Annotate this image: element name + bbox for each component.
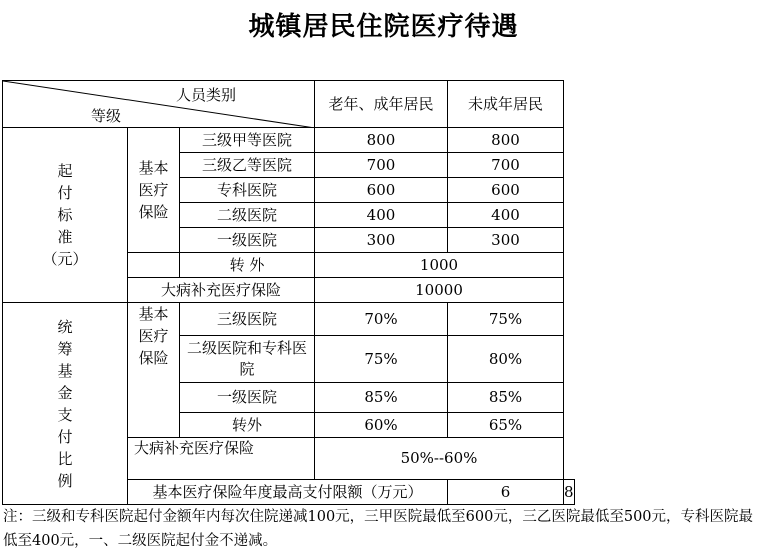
minor-limit: 8 — [564, 480, 575, 505]
hospital-level-label: 三级乙等医院 — [180, 153, 315, 178]
minor-value: 400 — [448, 203, 564, 228]
adult-value: 70% — [315, 303, 448, 336]
serious-illness-label-2: 大病补充医疗保险 — [128, 438, 315, 480]
serious-illness-label: 大病补充医疗保险 — [128, 278, 315, 303]
adult-value: 75% — [315, 336, 448, 383]
header-diagonal-cell — [3, 81, 315, 128]
hospital-level-label: 一级医院 — [180, 383, 315, 413]
hospital-level-label: 二级医院和专科医院 — [180, 336, 315, 383]
payment-ratio-section-label: 统 筹 基 金 支 付 比 例 — [3, 303, 128, 505]
minor-value: 80% — [448, 336, 564, 383]
adult-value: 600 — [315, 178, 448, 203]
transfer-value: 1000 — [315, 253, 564, 278]
hospital-level-label: 三级甲等医院 — [180, 128, 315, 153]
minor-value: 800 — [448, 128, 564, 153]
header-minor: 未成年居民 — [448, 81, 564, 128]
adult-limit: 6 — [448, 480, 564, 505]
hospital-level-label: 一级医院 — [180, 228, 315, 253]
adult-value: 700 — [315, 153, 448, 178]
minor-value: 600 — [448, 178, 564, 203]
annual-limit-label: 基本医疗保险年度最高支付限额（万元） — [128, 480, 448, 505]
minor-value: 300 — [448, 228, 564, 253]
table-header-row — [3, 81, 575, 128]
diagonal-line — [3, 81, 315, 128]
transfer-spacer — [128, 253, 180, 278]
adult-value: 800 — [315, 128, 448, 153]
minor-value: 75% — [448, 303, 564, 336]
hospital-level-label: 三级医院 — [180, 303, 315, 336]
basic-insurance-label-2: 基本 医疗 保险 — [128, 303, 180, 438]
table-row — [3, 128, 575, 153]
serious-illness-value: 10000 — [315, 278, 564, 303]
adult-value: 60% — [315, 413, 448, 438]
header-adult: 老年、成年居民 — [315, 81, 448, 128]
hospital-level-label: 二级医院 — [180, 203, 315, 228]
minor-value: 700 — [448, 153, 564, 178]
table-row — [3, 303, 575, 336]
page-title: 城镇居民住院医疗待遇 — [248, 12, 519, 42]
minor-value: 85% — [448, 383, 564, 413]
adult-value: 400 — [315, 203, 448, 228]
minor-value: 65% — [448, 413, 564, 438]
benefits-table — [2, 80, 575, 505]
footnote: 注：三级和专科医院起付金额年内每次住院递减100元，三甲医院最低至600元，三乙医院最低至500元，专科医院最低至400元，一、二级医院起付金不递减。 — [3, 509, 754, 549]
deductible-section-label: 起 付 标 准 （元） — [3, 128, 128, 303]
transfer-label: 转 外 — [180, 253, 315, 278]
adult-value: 300 — [315, 228, 448, 253]
hospital-level-label: 转外 — [180, 413, 315, 438]
row-category-label: 人员类别 — [175, 86, 236, 104]
hospital-level-label: 专科医院 — [180, 178, 315, 203]
basic-insurance-label: 基本 医疗 保险 — [128, 128, 180, 253]
serious-illness-ratio: 50%--60% — [315, 438, 564, 480]
col-category-label: 等级 — [91, 107, 122, 125]
adult-value: 85% — [315, 383, 448, 413]
